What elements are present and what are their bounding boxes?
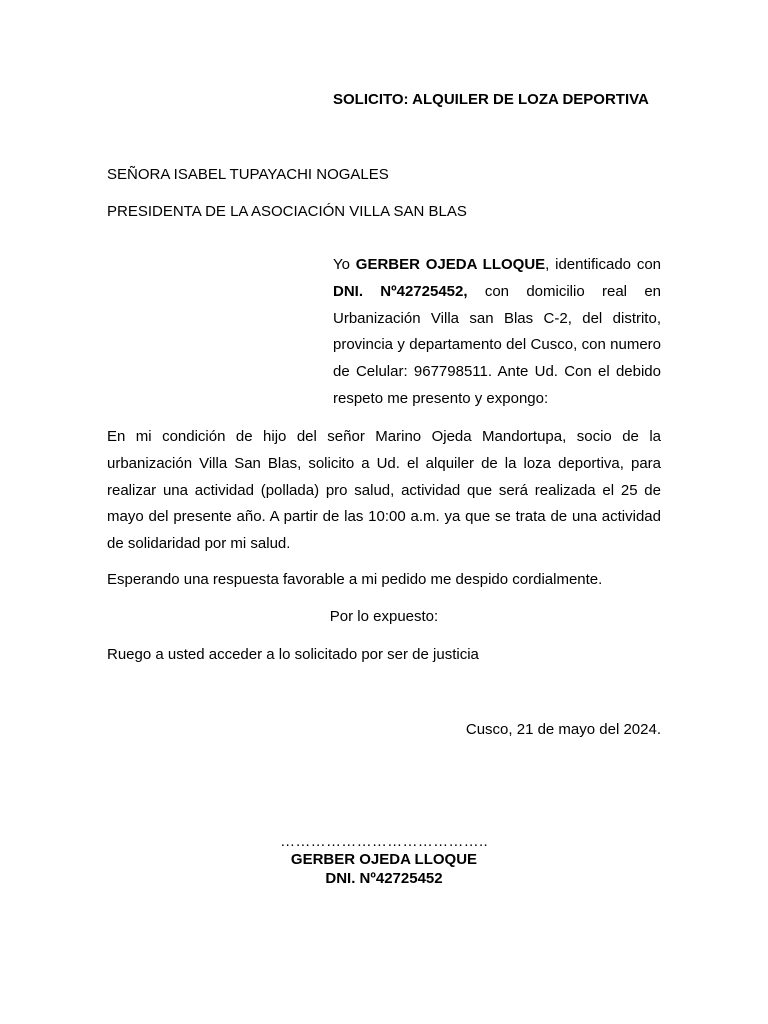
signature-line: …………………………………..	[280, 833, 488, 850]
intro-prefix: Yo	[333, 256, 356, 273]
petition-paragraph: Ruego a usted acceder a lo solicitado por ser de justicia	[107, 646, 479, 663]
intro-after-name: , identificado con	[545, 256, 662, 273]
signature-dni: DNI. Nº42725452	[325, 870, 443, 887]
place-date: Cusco, 21 de mayo del 2024.	[465, 721, 661, 738]
subject-line: SOLICITO: ALQUILER DE LOZA DEPORTIVA	[333, 91, 649, 108]
signature-block	[0, 834, 768, 888]
request-paragraph: En mi condición de hijo del señor Marino Ojeda Mandortupa, socio de la urbanización Villa San Blas, solicito a Ud. el alquiler de la loza deportiva, para realizar una actividad (pollada) pro salud, actividad que será realizada el 25 de mayo del presente año. A partir de las 10:00 a.m. ya que se trata de una actividad de solidaridad por mi salud.	[107, 428, 661, 553]
closing-paragraph: Esperando una respuesta favorable a mi pedido me despido cordialmente.	[107, 571, 603, 588]
applicant-name: GERBER OJEDA LLOQUE	[355, 256, 546, 273]
applicant-dni: DNI. Nº42725452,	[333, 282, 468, 300]
signature-name: GERBER OJEDA LLOQUE	[290, 851, 478, 868]
addressee-name: SEÑORA ISABEL TUPAYACHI NOGALES	[107, 166, 389, 183]
addressee-title: PRESIDENTA DE LA ASOCIACIÓN VILLA SAN BLAS	[107, 203, 467, 220]
intro-rest: con domicilio real en Urbanización Villa san Blas C-2, del distrito, provincia y departamento del Cusco, con numero de Celular: 967798511. Ante Ud. Con el debido respeto me presento y expongo:	[333, 282, 661, 407]
intro-paragraph	[333, 252, 661, 413]
por-lo-expuesto: Por lo expuesto:	[329, 608, 439, 625]
